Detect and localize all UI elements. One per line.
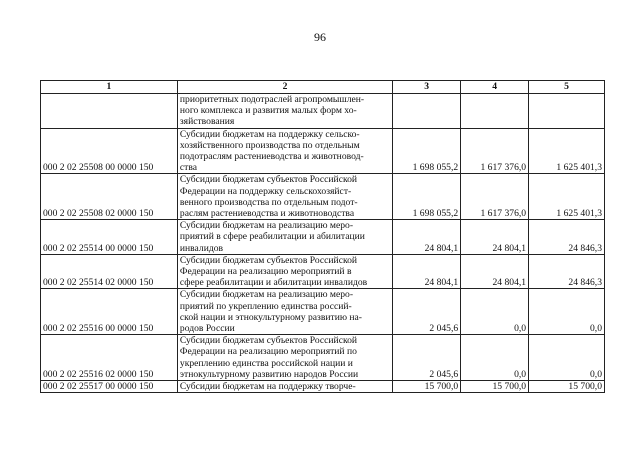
- value-cell: 2 045,6: [393, 289, 461, 335]
- budget-table: [40, 80, 605, 393]
- table-row: [41, 94, 605, 129]
- code-cell: 000 2 02 25517 00 0000 150: [41, 381, 178, 393]
- code-cell: 000 2 02 25508 00 0000 150: [41, 128, 178, 174]
- page-number: 96: [314, 30, 326, 44]
- header-cell: 4: [461, 81, 529, 94]
- name-cell: Субсидии бюджетам на реализацию меро- приятий в сфере реабилитации и абилитации инвалидов: [177, 220, 392, 255]
- code-cell: 000 2 02 25516 02 0000 150: [41, 335, 178, 381]
- name-cell: приоритетных подотраслей агропромышлен- ного комплекса и развития малых форм хо- зяйствования: [177, 94, 392, 129]
- value-cell: 15 700,0: [393, 381, 461, 393]
- table-row: [41, 335, 605, 381]
- value-cell: 24 804,1: [393, 220, 461, 255]
- value-cell: [393, 94, 461, 129]
- value-cell: 24 804,1: [393, 254, 461, 289]
- value-cell: 0,0: [529, 335, 605, 381]
- code-cell: [41, 94, 178, 129]
- value-cell: 24 804,1: [461, 220, 529, 255]
- header-cell: 5: [529, 81, 605, 94]
- header-cell: 2: [177, 81, 392, 94]
- value-cell: 0,0: [461, 335, 529, 381]
- value-cell: 1 617 376,0: [461, 128, 529, 174]
- value-cell: [529, 94, 605, 129]
- value-cell: 24 804,1: [461, 254, 529, 289]
- table-row: [41, 381, 605, 393]
- name-cell: Субсидии бюджетам на поддержку творче-: [177, 381, 392, 393]
- code-cell: 000 2 02 25514 00 0000 150: [41, 220, 178, 255]
- name-cell: Субсидии бюджетам субъектов Российской Федерации на реализацию мероприятий в сфере реабилитации и абилитации инвалидов: [177, 254, 392, 289]
- name-cell: Субсидии бюджетам на реализацию меро- приятий по укреплению единства россий- ской нации и этнокультурному развитию на- родов России: [177, 289, 392, 335]
- value-cell: 15 700,0: [529, 381, 605, 393]
- table-row: [41, 128, 605, 174]
- name-cell: Субсидии бюджетам субъектов Российской Федерации на поддержку сельскохозяйст- венного производства по отдельным подот- раслям растениеводства и животноводства: [177, 174, 392, 220]
- value-cell: [461, 94, 529, 129]
- value-cell: 1 625 401,3: [529, 174, 605, 220]
- header-cell: 3: [393, 81, 461, 94]
- table-header-row: [41, 81, 605, 94]
- code-cell: 000 2 02 25508 02 0000 150: [41, 174, 178, 220]
- table-row: [41, 174, 605, 220]
- code-cell: 000 2 02 25516 00 0000 150: [41, 289, 178, 335]
- value-cell: 1 698 055,2: [393, 128, 461, 174]
- value-cell: 1 698 055,2: [393, 174, 461, 220]
- value-cell: 15 700,0: [461, 381, 529, 393]
- value-cell: 2 045,6: [393, 335, 461, 381]
- value-cell: 0,0: [529, 289, 605, 335]
- value-cell: 0,0: [461, 289, 529, 335]
- code-cell: 000 2 02 25514 02 0000 150: [41, 254, 178, 289]
- table-row: [41, 220, 605, 255]
- value-cell: 1 625 401,3: [529, 128, 605, 174]
- value-cell: 24 846,3: [529, 220, 605, 255]
- name-cell: Субсидии бюджетам на поддержку сельско- хозяйственного производства по отдельным подотраслям растениеводства и животновод- ства: [177, 128, 392, 174]
- table-row: [41, 289, 605, 335]
- value-cell: 1 617 376,0: [461, 174, 529, 220]
- value-cell: 24 846,3: [529, 254, 605, 289]
- header-cell: 1: [41, 81, 178, 94]
- name-cell: Субсидии бюджетам субъектов Российской Федерации на реализацию мероприятий по укреплению единства российской нации и этнокультурному развитию народов России: [177, 335, 392, 381]
- table-row: [41, 254, 605, 289]
